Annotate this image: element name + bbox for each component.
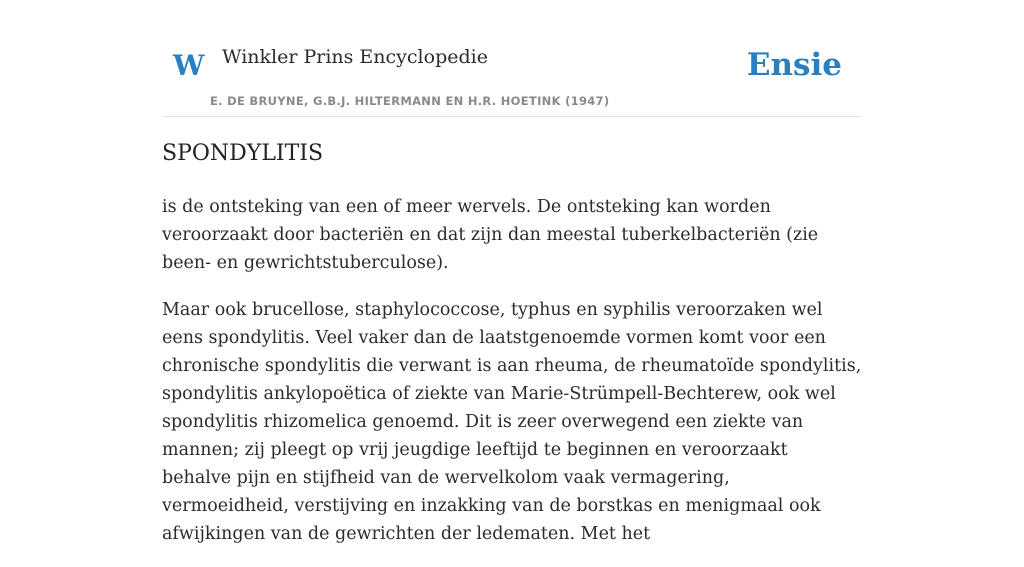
source-title[interactable]: Winkler Prins Encyclopedie <box>222 46 488 68</box>
entry-paragraph-1: is de ontsteking van een of meer wervels. De ontsteking kan worden veroorzaakt door bacteriën en dat zijn dan meestal tuberkelbacteriën (zie been- en gewrichtstuberculose). <box>162 197 819 273</box>
entry-title: SPONDYLITIS <box>162 141 324 166</box>
header <box>162 0 862 117</box>
source-logo-icon: W <box>173 49 205 82</box>
entry-content <box>162 138 862 567</box>
source-authors: E. DE BRUYNE, G.B.J. HILTERMANN EN H.R. HOETINK (1947) <box>210 94 610 108</box>
brand-logo-link[interactable]: Ensie <box>746 47 842 83</box>
entry-paragraph-2: Maar ook brucellose, staphylococcose, typhus en syphilis veroorzaken wel eens spondylitis. Veel vaker dan de laatstgenoemde vormen komt voor een chronische spondylitis die verwant is aan rheuma, de rheumatoïde spondylitis, spondylitis ankylopoëtica of ziekte van Marie-Strümpell-Bechterew, ook wel spondylitis rhizomelica genoemd. Dit is zeer overwegend een ziekte van mannen; zij pleegt op vrij jeugdige leeftijd te beginnen en veroorzaakt behalve pijn en stijfheid van de wervelkolom vaak vermagering, vermoeidheid, verstijving en inzakking van de borstkas en menigmaal ook afwijkingen van de gewrichten der ledematen. Met het <box>162 300 862 544</box>
